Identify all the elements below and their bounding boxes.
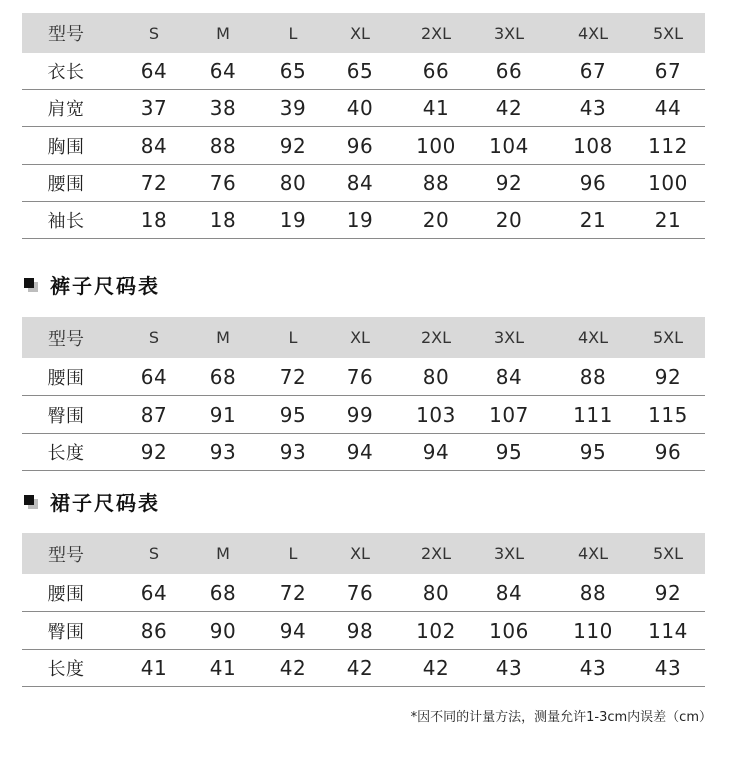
header-cell: L [288,544,298,563]
header-cell: 4XL [577,544,609,563]
header-cell: 3XL [493,544,525,563]
size-table-skirt [22,533,705,687]
header-cell: S [148,544,160,563]
header-cell: S [148,23,160,43]
table-cell: 64 [140,580,168,605]
table-cell: 95 [279,402,307,427]
table-cell: 18 [140,208,168,232]
table-cell: 80 [422,364,450,389]
header-cell: 2XL [420,328,452,347]
table-cell: 64 [209,59,237,83]
table-cell: 108 [573,133,613,158]
table-cell: 95 [579,440,607,464]
table-cell: 92 [140,440,168,464]
table-cell: 76 [346,364,374,389]
table-cell: 37 [140,96,168,120]
table-row [22,90,705,127]
table-row [22,127,705,165]
table-header-row [22,13,705,53]
table-cell: 84 [140,133,168,158]
table-cell: 38 [209,96,237,120]
table-cell: 68 [209,580,237,605]
table-cell: 96 [579,171,607,195]
table-header-row [22,317,705,358]
row-label: 长度 [47,443,85,464]
table-cell: 98 [346,618,374,643]
row-label: 臀围 [47,621,85,643]
header-cell: 2XL [420,23,452,43]
table-cell: 43 [579,96,607,120]
table-cell: 19 [279,208,307,232]
table-cell: 43 [495,656,523,680]
table-row [22,396,705,434]
table-cell: 112 [648,133,688,158]
table-cell: 43 [654,656,682,680]
header-cell: XL [350,23,370,43]
table-cell: 80 [279,171,307,195]
header-cell: XL [350,544,370,563]
table-cell: 76 [209,171,237,195]
table-cell: 96 [346,133,374,158]
square-bullet-icon [24,495,38,509]
section-title-text: 裤子尺码表 [50,274,160,298]
header-cell: 3XL [493,23,525,43]
row-label: 胸围 [47,136,85,158]
table-cell: 20 [495,208,523,232]
table-cell: 67 [654,59,682,83]
table-cell: 94 [346,440,374,464]
table-cell: 102 [416,618,456,643]
table-cell: 65 [346,59,374,83]
table-cell: 91 [209,402,237,427]
table-cell: 67 [579,59,607,83]
table-cell: 95 [495,440,523,464]
table-cell: 88 [579,364,607,389]
table-cell: 115 [648,402,688,427]
row-label: 肩宽 [47,99,85,120]
row-label: 腰围 [47,367,85,389]
table-cell: 92 [495,171,523,195]
header-cell: L [288,23,298,43]
square-bullet-icon [24,278,38,292]
table-cell: 92 [654,364,682,389]
table-cell: 87 [140,402,168,427]
table-cell: 99 [346,402,374,427]
header-cell: L [288,328,298,347]
row-label: 臀围 [47,405,85,427]
table-cell: 64 [140,59,168,83]
table-cell: 88 [579,580,607,605]
table-cell: 110 [573,618,613,643]
header-cell: 4XL [577,23,609,43]
table-cell: 84 [495,580,523,605]
table-cell: 44 [654,96,682,120]
size-table-tops [22,13,705,239]
table-cell: 41 [422,96,450,120]
table-row [22,358,705,396]
table-cell: 103 [416,402,456,427]
header-cell: 型号 [48,24,84,45]
header-cell: 型号 [48,544,84,566]
table-row [22,165,705,202]
table-row [22,434,705,471]
header-cell: 5XL [652,328,684,347]
section-title-text: 裙子尺码表 [50,491,160,515]
table-cell: 20 [422,208,450,232]
table-cell: 39 [279,96,307,120]
header-cell: 3XL [493,328,525,347]
table-cell: 66 [495,59,523,83]
table-cell: 92 [279,133,307,158]
row-label: 腰围 [47,583,85,605]
header-cell: 4XL [577,328,609,347]
table-cell: 93 [209,440,237,464]
table-row [22,650,705,687]
table-cell: 66 [422,59,450,83]
header-cell: 5XL [652,544,684,563]
table-cell: 100 [416,133,456,158]
section-title-pants [24,270,160,299]
table-row [22,612,705,650]
table-cell: 40 [346,96,374,120]
table-header-row [22,533,705,574]
row-label: 袖长 [47,211,85,232]
table-row [22,574,705,612]
table-cell: 94 [279,618,307,643]
header-cell: 5XL [652,23,684,43]
table-cell: 21 [579,208,607,232]
header-cell: 型号 [48,328,84,350]
table-cell: 41 [140,656,168,680]
table-cell: 86 [140,618,168,643]
header-cell: M [216,23,230,43]
header-cell: M [216,328,230,347]
table-row [22,53,705,90]
table-cell: 42 [422,656,450,680]
table-row [22,202,705,239]
table-cell: 107 [489,402,529,427]
table-cell: 42 [346,656,374,680]
table-cell: 72 [140,171,168,195]
header-cell: 2XL [420,544,452,563]
table-cell: 92 [654,580,682,605]
table-cell: 68 [209,364,237,389]
table-cell: 80 [422,580,450,605]
table-cell: 41 [209,656,237,680]
size-table-pants [22,317,705,471]
table-cell: 84 [346,171,374,195]
table-cell: 64 [140,364,168,389]
table-cell: 21 [654,208,682,232]
table-cell: 104 [489,133,529,158]
row-label: 腰围 [47,174,85,195]
table-cell: 76 [346,580,374,605]
table-cell: 88 [209,133,237,158]
table-cell: 90 [209,618,237,643]
header-cell: XL [350,328,370,347]
table-cell: 106 [489,618,529,643]
table-cell: 72 [279,580,307,605]
row-label: 衣长 [47,62,85,83]
table-cell: 88 [422,171,450,195]
table-cell: 100 [648,171,688,195]
table-cell: 42 [495,96,523,120]
table-cell: 72 [279,364,307,389]
table-cell: 94 [422,440,450,464]
table-cell: 18 [209,208,237,232]
table-cell: 42 [279,656,307,680]
header-cell: S [148,328,160,347]
row-label: 长度 [47,659,85,680]
table-cell: 43 [579,656,607,680]
section-title-skirt [24,487,160,516]
measurement-footnote: *因不同的计量方法，测量允许1-3cm内误差（cm） [410,710,712,725]
header-cell: M [216,544,230,563]
table-cell: 111 [573,402,613,427]
table-cell: 114 [648,618,688,643]
table-cell: 19 [346,208,374,232]
table-cell: 96 [654,440,682,464]
table-cell: 84 [495,364,523,389]
table-cell: 65 [279,59,307,83]
table-cell: 93 [279,440,307,464]
